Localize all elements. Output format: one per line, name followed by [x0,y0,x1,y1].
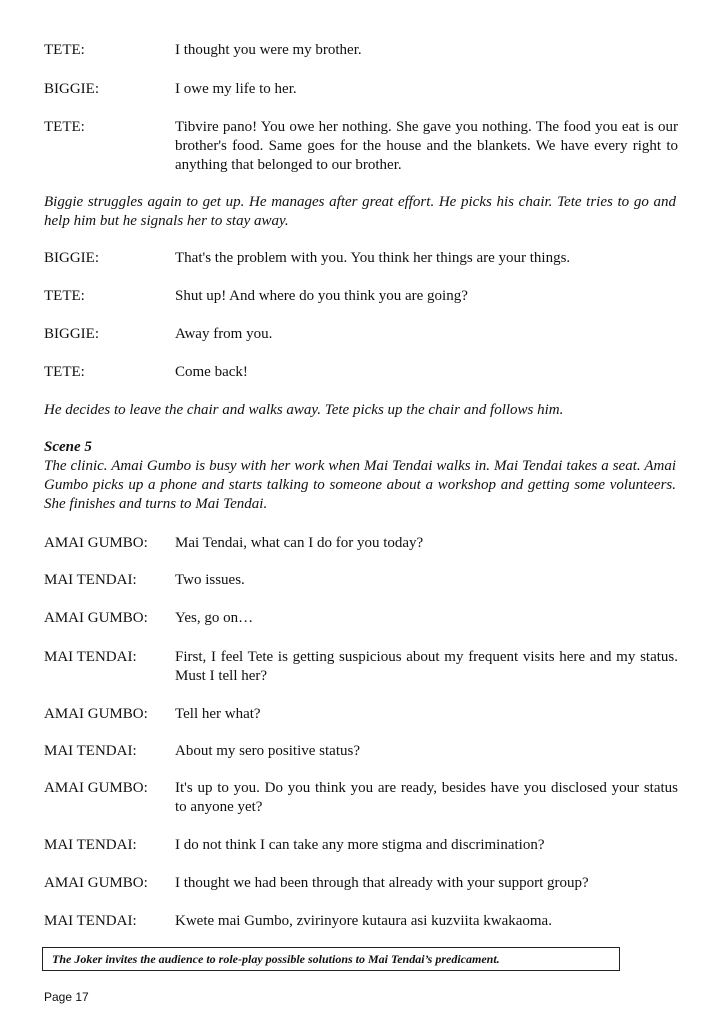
speaker-name: MAI TENDAI: [44,572,137,588]
speaker-name: MAI TENDAI: [44,743,137,759]
stage-direction: Biggie struggles again to get up. He manages after great effort. He picks his chair. Tete tries to go and help him but he signals her to stay away. [44,194,676,229]
speaker-name: MAI TENDAI: [44,913,137,929]
speech-text: Yes, go on… [175,610,254,626]
speaker-name: BIGGIE: [44,326,99,342]
stage-direction: He decides to leave the chair and walks away. Tete picks up the chair and follows him. [44,402,564,418]
joker-note-box [42,947,620,971]
speaker-name: TETE: [44,119,85,135]
speech-text: Tell her what? [175,706,261,722]
speech-text: First, I feel Tete is getting suspicious about my frequent visits here and my status. Must I tell her? [175,649,678,684]
speaker-name: BIGGIE: [44,81,99,97]
scene-description: The clinic. Amai Gumbo is busy with her work when Mai Tendai walks in. Mai Tendai takes a seat. Amai Gumbo picks up a phone and starts talking to someone about a workshop and getting some volunteers. She finishes and turns to Mai Tendai. [44,458,676,512]
speech-text: I do not think I can take any more stigma and discrimination? [175,837,545,853]
speaker-name: BIGGIE: [44,250,99,266]
speech-text: Two issues. [175,572,245,588]
speech-text: That's the problem with you. You think her things are your things. [175,250,571,266]
page-number: Page 17 [44,990,89,1004]
speaker-name: AMAI GUMBO: [44,610,148,626]
speaker-name: AMAI GUMBO: [44,706,148,722]
speaker-name: AMAI GUMBO: [44,535,148,551]
speaker-name: AMAI GUMBO: [44,780,148,796]
speech-text: It's up to you. Do you think you are ready, besides have you disclosed your status to anyone yet? [175,780,678,815]
speaker-name: TETE: [44,42,85,58]
speech-text: Mai Tendai, what can I do for you today? [175,535,424,551]
speech-text: Kwete mai Gumbo, zvirinyore kutaura asi kuzviita kwakaoma. [175,913,552,929]
speech-text: I owe my life to her. [175,81,297,97]
speech-text: About my sero positive status? [175,743,360,759]
speech-text: Come back! [175,364,248,380]
speaker-name: AMAI GUMBO: [44,875,148,891]
speech-text: Tibvire pano! You owe her nothing. She gave you nothing. The food you eat is our brother's food. Same goes for the house and the blankets. We have every right to anything that belonged to our brother. [175,119,678,173]
speaker-name: MAI TENDAI: [44,649,137,665]
speech-text: Shut up! And where do you think you are going? [175,288,468,304]
speaker-name: MAI TENDAI: [44,837,137,853]
speaker-name: TETE: [44,288,85,304]
speaker-name: TETE: [44,364,85,380]
speech-text: I thought we had been through that already with your support group? [175,875,589,891]
scene-title: Scene 5 [44,439,92,455]
speech-text: I thought you were my brother. [175,42,362,58]
joker-note: The Joker invites the audience to role-play possible solutions to Mai Tendai’s predicament. [52,952,500,966]
speech-text: Away from you. [175,326,273,342]
